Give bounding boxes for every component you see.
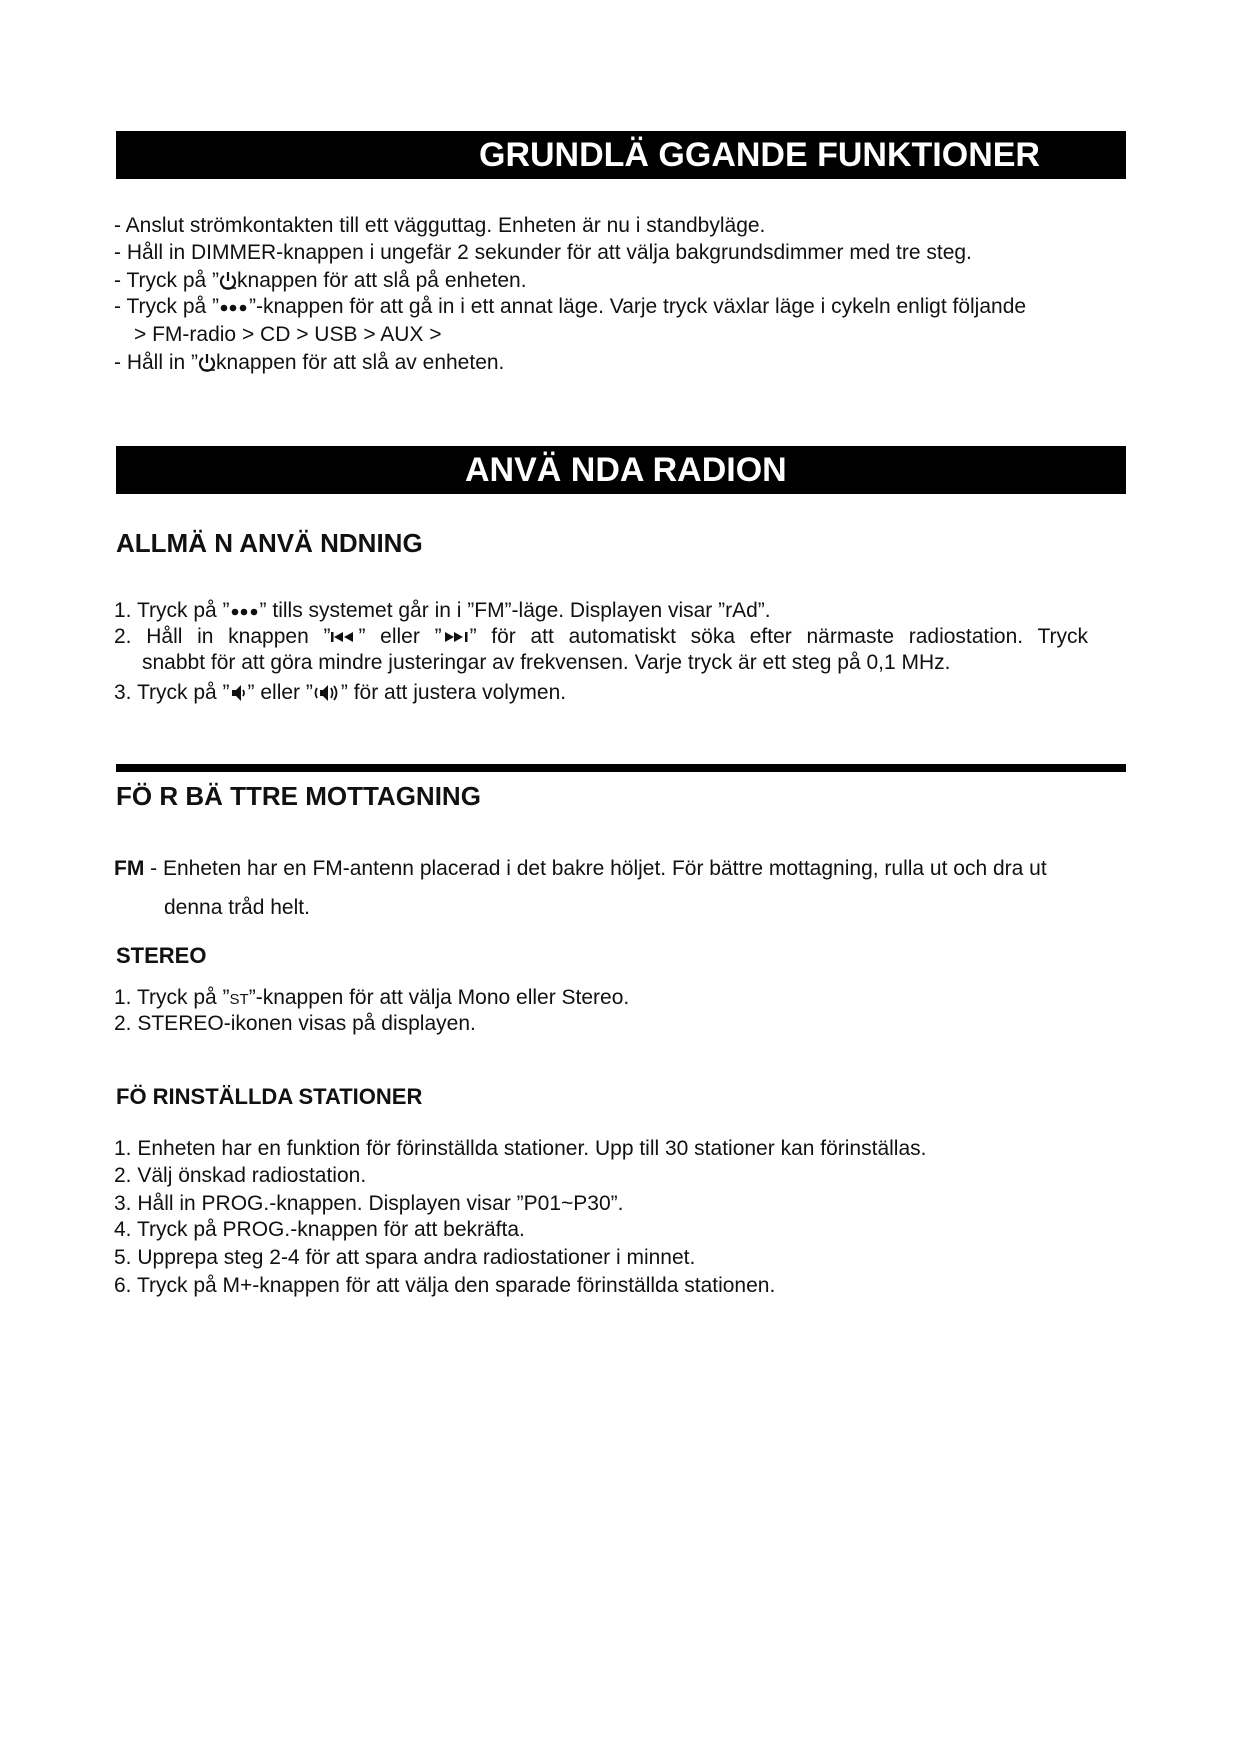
mode-dots-icon — [230, 605, 260, 617]
subheading-better-reception: FÖ R BÄ TTRE MOTTAGNING — [116, 781, 481, 811]
fm-label: FM — [114, 857, 145, 880]
numbered-item: 3. Håll in PROG.-knappen. Displayen visar ”P01~P30”. — [114, 1192, 624, 1215]
preset-stations-heading: FÖ RINSTÄLLDA STATIONER — [116, 1084, 423, 1109]
numbered-item: 4. Tryck på PROG.-knappen för att bekräfta. — [114, 1218, 525, 1241]
instruction-line: - Håll in ” knappen för att slå av enheten. — [114, 351, 505, 374]
skip-forward-icon — [442, 631, 470, 643]
numbered-item: 1. Enheten har en funktion för förinställda stationer. Upp till 30 stationer kan förinställas. — [114, 1137, 927, 1160]
stereo-heading: STEREO — [116, 943, 207, 968]
instruction-line: - Tryck på ” ”-knappen för att gå in i ett annat läge. Varje tryck växlar läge i cykeln enligt följande — [114, 295, 1027, 318]
fm-paragraph: FM - Enheten har en FM-antenn placerad i det bakre höljet. För bättre mottagning, rulla ut och dra ut — [114, 857, 1047, 880]
numbered-item: 5. Upprepa steg 2-4 för att spara andra radiostationer i minnet. — [114, 1246, 696, 1269]
numbered-item: 2. Håll in knappen ” ” eller ” ” för att automatiskt söka efter närmaste radiostation. Tryck — [114, 625, 1088, 648]
st-button-label: ST — [229, 991, 249, 1008]
numbered-item: 1. Tryck på ”ST”-knappen för att välja Mono eller Stereo. — [114, 986, 630, 1009]
section-divider — [116, 764, 1126, 772]
instruction-line: - Anslut strömkontakten till ett vägguttag. Enheten är nu i standbyläge. — [114, 214, 766, 237]
power-icon — [219, 271, 237, 291]
power-icon — [198, 353, 216, 373]
section-title: ANVÄ NDA RADION — [465, 451, 787, 489]
volume-down-icon — [230, 683, 248, 703]
section-title: GRUNDLÄ GGANDE FUNKTIONER — [479, 136, 1040, 174]
instruction-line: - Tryck på ” knappen för att slå på enheten. — [114, 269, 527, 292]
section-banner-using-radio — [116, 446, 1126, 494]
numbered-item: 3. Tryck på ” ” eller ” ” för att justera volymen. — [114, 681, 567, 704]
volume-up-icon — [313, 683, 341, 703]
numbered-item: 2. STEREO-ikonen visas på displayen. — [114, 1012, 476, 1035]
numbered-item: 2. Välj önskad radiostation. — [114, 1164, 367, 1187]
skip-back-icon — [330, 631, 358, 643]
instruction-line: - Håll in DIMMER-knappen i ungefär 2 sekunder för att välja bakgrundsdimmer med tre steg. — [114, 241, 972, 264]
numbered-item: 6. Tryck på M+-knappen för att välja den sparade förinställda stationen. — [114, 1274, 776, 1297]
mode-dots-icon — [219, 301, 249, 313]
fm-paragraph-continuation: denna tråd helt. — [164, 896, 310, 919]
subheading-general-use: ALLMÄ N ANVÄ NDNING — [116, 528, 423, 558]
numbered-item-continuation: snabbt för att göra mindre justeringar av frekvensen. Varje tryck är ett steg på 0,1 MHz. — [142, 651, 951, 674]
numbered-item: 1. Tryck på ” ” tills systemet går in i ”FM”-läge. Displayen visar ”rAd”. — [114, 599, 771, 622]
instruction-line: > FM-radio > CD > USB > AUX > — [134, 323, 442, 346]
section-banner-basic-functions — [116, 131, 1126, 179]
